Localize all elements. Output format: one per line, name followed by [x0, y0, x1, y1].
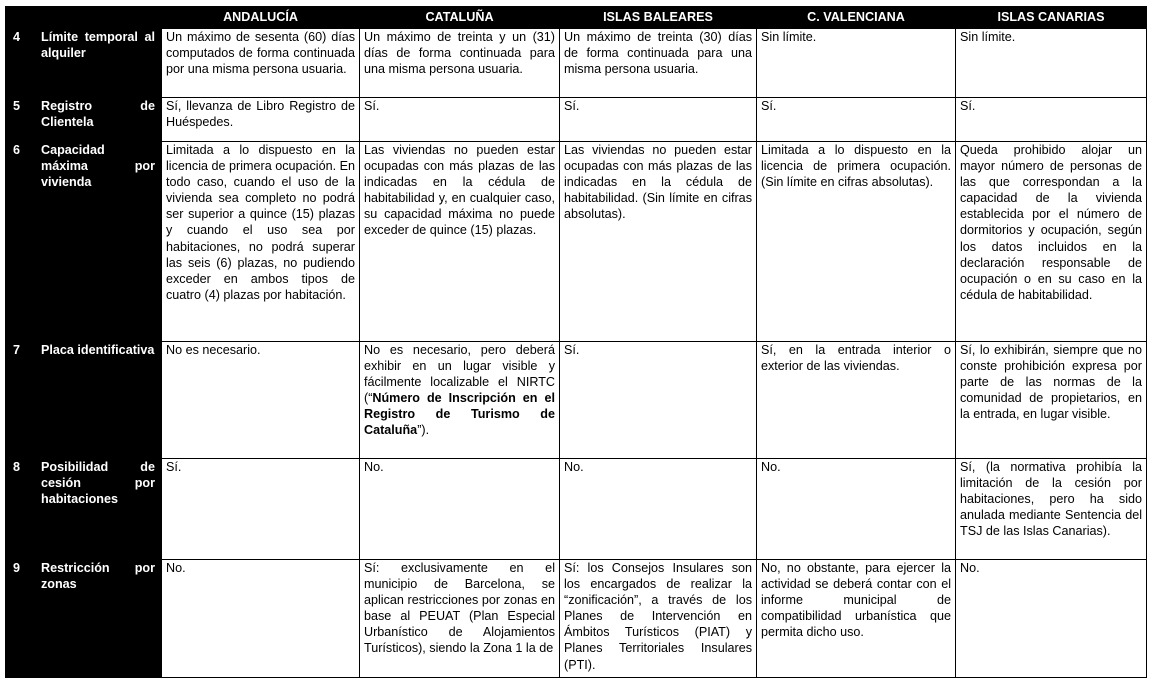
cell-islas-canarias: No. [956, 560, 1147, 678]
cell-andalucia: Sí, llevanza de Libro Registro de Huéspedes. [162, 98, 360, 142]
table-row [6, 459, 1147, 560]
cell-cataluna [360, 342, 560, 459]
row-label: Capacidad máxima por vivienda [40, 142, 162, 342]
cell-text: ”). [417, 423, 430, 438]
row-number: 5 [6, 98, 40, 142]
row-number: 4 [6, 29, 40, 98]
cell-islas-baleares: Sí. [560, 98, 757, 142]
cell-islas-canarias: Queda prohibido alojar un mayor número de personas de las que correspondan a la capacidad de la vivienda establecida por el número de dormitorios y ocupación, según los datos incluidos en la declaración responsable de ocupación o en su caso en la cédula de habitabilidad. [956, 142, 1147, 342]
cell-andalucia: Un máximo de sesenta (60) días computados de forma continuada por una misma persona usuaria. [162, 29, 360, 98]
table-row [6, 98, 1147, 142]
cell-islas-baleares: Sí: los Consejos Insulares son los encargados de realizar la “zonificación”, a través de los Planes de Intervención en Ámbitos Turísticos (PIAT) y Planes Territoriales Insulares (PTI). [560, 560, 757, 678]
cell-c-valenciana: Limitada a lo dispuesto en la licencia de primera ocupación. (Sin límite en cifras absolutas). [757, 142, 956, 342]
cell-islas-canarias: Sí, (la normativa prohibía la limitación de la cesión por habitaciones, pero ha sido anulada mediante Sentencia del TSJ de las Islas Canarias). [956, 459, 1147, 560]
row-label: Posibilidad de cesión por habitaciones [40, 459, 162, 560]
header-c-valenciana: C. VALENCIANA [757, 7, 956, 29]
cell-text: No es necesario, pero deberá exhibir en un lugar visible y fácilmente localizable el NIRTC (“ [364, 343, 555, 406]
cell-andalucia: No es necesario. [162, 342, 360, 459]
cell-cataluna: Un máximo de treinta y un (31) días de forma continuada para una misma persona usuaria. [360, 29, 560, 98]
cell-islas-baleares: Un máximo de treinta (30) días de forma continuada para una misma persona usuaria. [560, 29, 757, 98]
table-row [6, 342, 1147, 459]
header-criterion [40, 7, 162, 29]
table-row [6, 29, 1147, 98]
cell-andalucia: Limitada a lo dispuesto en la licencia de primera ocupación. En todo caso, cuando el uso de la vivienda sea completo no podrá ser superior a quince (15) plazas y cuando el uso sea por habitaciones, no podrá superar las seis (6) plazas, no pudiendo exceder en ambos tipos de cuatro (4) plazas por habitación. [162, 142, 360, 342]
cell-cataluna: Las viviendas no pueden estar ocupadas con más plazas de las indicadas en la cédula de habitabilidad y, en cualquier caso, su capacidad máxima no puede exceder de quince (15) plazas. [360, 142, 560, 342]
nirtc-term: Número de Inscripción en el Registro de Turismo de Cataluña [364, 391, 555, 438]
header-islas-canarias: ISLAS CANARIAS [956, 7, 1147, 29]
cell-c-valenciana: Sí, en la entrada interior o exterior de las viviendas. [757, 342, 956, 459]
cell-cataluna: No. [360, 459, 560, 560]
cell-islas-baleares: Las viviendas no pueden estar ocupadas con más plazas de las indicadas en la cédula de habitabilidad. (Sin límite en cifras absolutas). [560, 142, 757, 342]
cell-cataluna: Sí. [360, 98, 560, 142]
header-islas-baleares: ISLAS BALEARES [560, 7, 757, 29]
cell-islas-baleares: No. [560, 459, 757, 560]
row-label: Placa identificativa [40, 342, 162, 459]
table-row [6, 560, 1147, 678]
header-num [6, 7, 40, 29]
cell-islas-baleares: Sí. [560, 342, 757, 459]
header-andalucia: ANDALUCÍA [162, 7, 360, 29]
row-number: 8 [6, 459, 40, 560]
table-row [6, 142, 1147, 342]
row-label: Límite temporal al alquiler [40, 29, 162, 98]
header-row [6, 7, 1147, 29]
header-cataluna: CATALUÑA [360, 7, 560, 29]
cell-c-valenciana: No, no obstante, para ejercer la actividad se deberá contar con el informe municipal de compatibilidad urbanística que permita dicho uso. [757, 560, 956, 678]
cell-cataluna: Sí: exclusivamente en el municipio de Barcelona, se aplican restricciones por zonas en base al PEUAT (Plan Especial Urbanístico de Alojamientos Turísticos), siendo la Zona 1 la de [360, 560, 560, 678]
comparison-table [5, 6, 1147, 678]
cell-islas-canarias: Sí. [956, 98, 1147, 142]
cell-c-valenciana: Sin límite. [757, 29, 956, 98]
cell-islas-canarias: Sí, lo exhibirán, siempre que no conste prohibición expresa por parte de las normas de la comunidad de propietarios, en la entrada, en lugar visible. [956, 342, 1147, 459]
cell-c-valenciana: No. [757, 459, 956, 560]
row-number: 9 [6, 560, 40, 678]
row-label: Registro de Clientela [40, 98, 162, 142]
row-label: Restricción por zonas [40, 560, 162, 678]
cell-andalucia: Sí. [162, 459, 360, 560]
row-number: 6 [6, 142, 40, 342]
cell-andalucia: No. [162, 560, 360, 678]
cell-c-valenciana: Sí. [757, 98, 956, 142]
row-number: 7 [6, 342, 40, 459]
cell-islas-canarias: Sin límite. [956, 29, 1147, 98]
